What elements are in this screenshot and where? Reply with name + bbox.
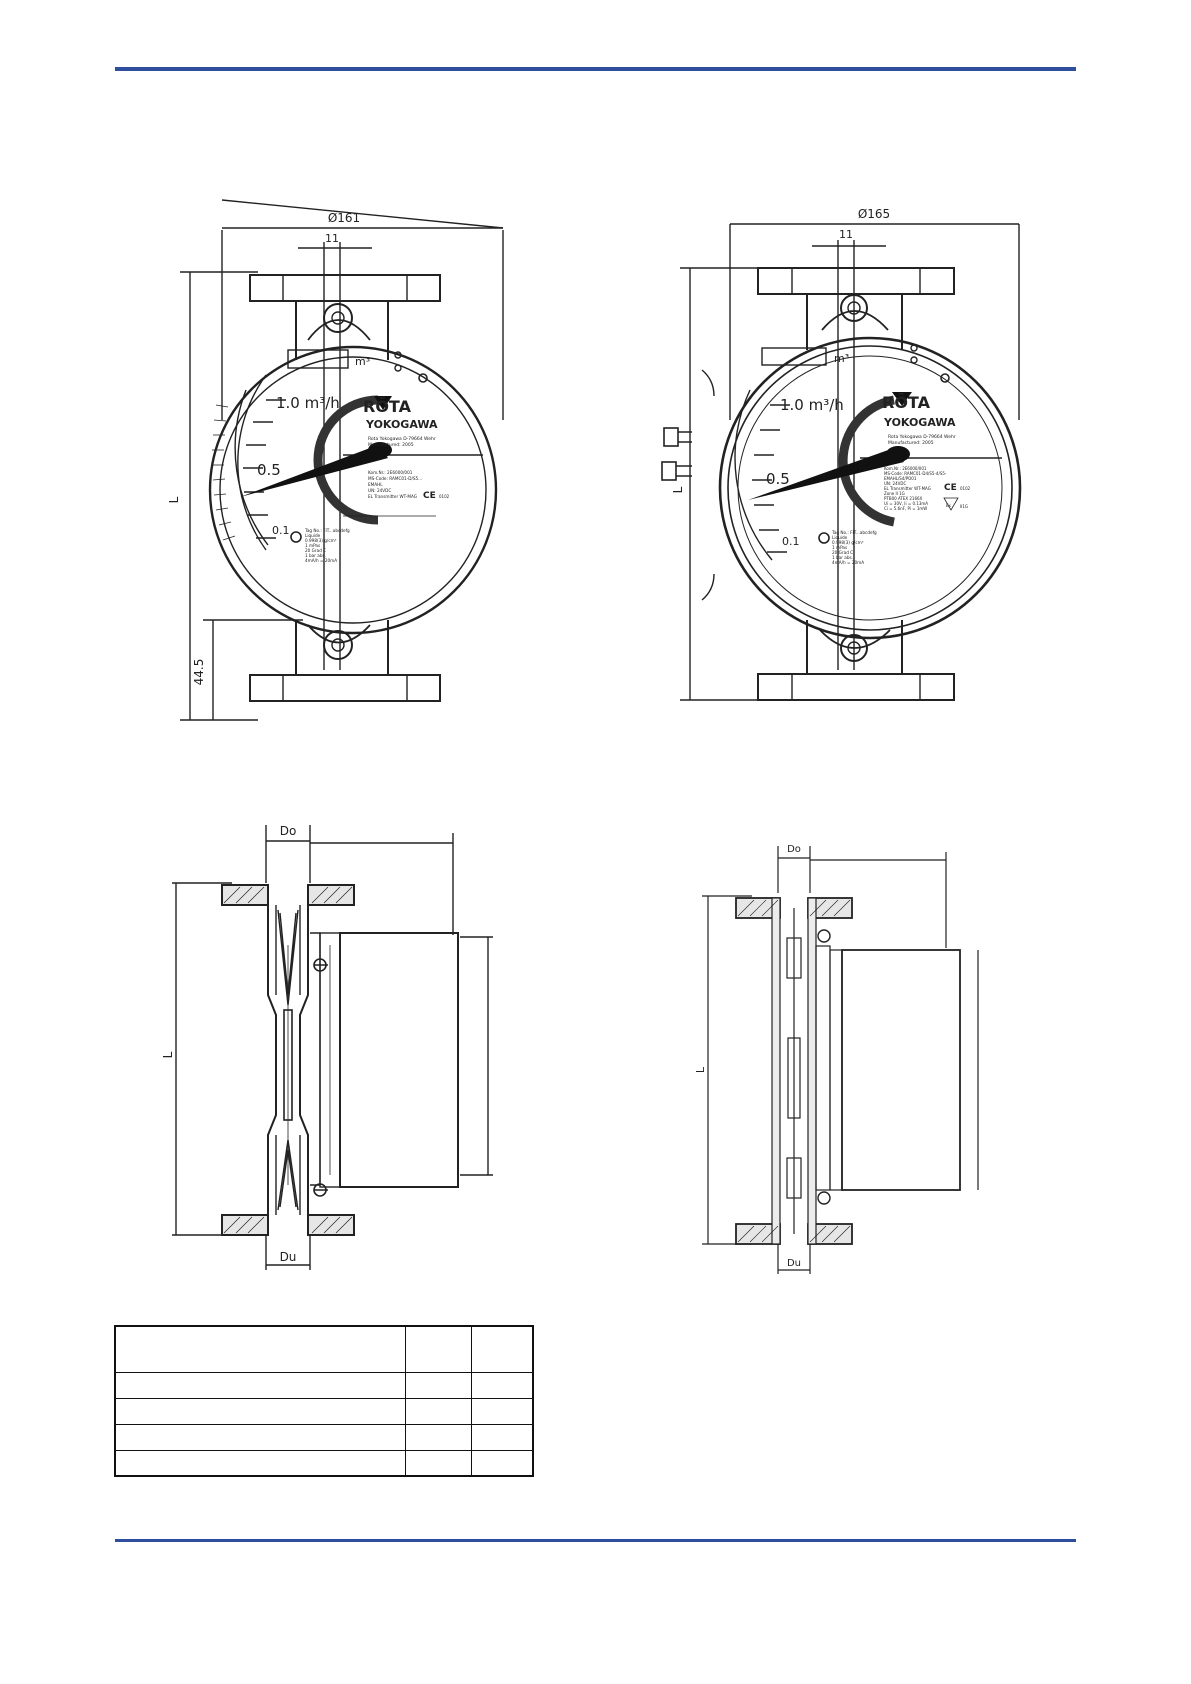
address-label: Rota Yokogawa D-79664 Wehr — [368, 437, 436, 442]
svg-text:1 bar abs.: 1 bar abs. — [832, 555, 854, 560]
svg-text:Zone II 1G: Zone II 1G — [884, 491, 905, 496]
notified-body-label: 0102 — [960, 486, 971, 491]
table-cell — [406, 1398, 472, 1424]
svg-text:PTB00 ATEX 2166X: PTB00 ATEX 2166X — [884, 496, 923, 501]
svg-text:Tag No.: FIT...abcdefg: Tag No.: FIT...abcdefg — [832, 530, 877, 535]
unit-display-label: m³ — [355, 355, 371, 368]
offset-width-label: 11 — [325, 232, 339, 245]
length-label: L — [167, 496, 181, 504]
top-dim-label: Do — [279, 824, 297, 838]
outer-diameter-label: Ø165 — [857, 207, 891, 221]
table-cell — [115, 1424, 406, 1450]
section-view-right-drawing — [694, 838, 1008, 1278]
top-dim-label: Do — [787, 844, 801, 855]
scale-unit-label: 1.0 m³/h — [276, 394, 340, 412]
table-cell — [406, 1450, 472, 1476]
unit-display-label: m³ — [834, 352, 850, 365]
svg-text:EMAHL/S4/PO01: EMAHL/S4/PO01 — [884, 476, 917, 481]
svg-text:Kom.Nr.: 2E6000/001: Kom.Nr.: 2E6000/001 — [884, 466, 927, 471]
tag-block — [304, 528, 350, 563]
table-row — [115, 1424, 533, 1450]
table-cell — [471, 1450, 533, 1476]
scale-mid-label: 0.5 — [766, 470, 790, 488]
svg-text:Ci = 5.6nF, Pi = 1mW: Ci = 5.6nF, Pi = 1mW — [884, 506, 928, 511]
table-row — [115, 1450, 533, 1476]
table-cell — [406, 1372, 472, 1398]
svg-text:4mA/h = 20mA: 4mA/h = 20mA — [305, 558, 338, 563]
outer-diameter-label: Ø161 — [327, 211, 361, 225]
svg-text:Liquide: Liquide — [305, 533, 321, 538]
svg-text:0.998(3) g/cm³: 0.998(3) g/cm³ — [305, 538, 337, 543]
table-cell — [471, 1326, 533, 1372]
table-cell — [471, 1372, 533, 1398]
length-label: L — [161, 1051, 175, 1059]
brand-label: RŌTA — [882, 393, 930, 412]
svg-text:Liquide: Liquide — [832, 535, 848, 540]
table-row — [115, 1398, 533, 1424]
footer-rule — [115, 1539, 1076, 1542]
table-cell — [406, 1424, 472, 1450]
spec-table — [114, 1325, 534, 1477]
table-row — [115, 1372, 533, 1398]
table-header-row — [115, 1326, 533, 1372]
table-cell — [471, 1424, 533, 1450]
bottom-dim-label: Du — [786, 1258, 802, 1269]
table-cell — [471, 1398, 533, 1424]
svg-text:20 Grad C: 20 Grad C — [305, 548, 327, 553]
table-cell — [115, 1326, 406, 1372]
manufacturer-label: YOKOGAWA — [366, 418, 438, 431]
svg-text:1 mPas: 1 mPas — [305, 543, 321, 548]
svg-text:UN: 24VDC: UN: 24VDC — [884, 481, 907, 486]
svg-text:1 bar abs.: 1 bar abs. — [305, 553, 327, 558]
scale-low-label: 0.1 — [272, 524, 290, 537]
svg-text:Ui = 30V, Ii = 0.13mA: Ui = 30V, Ii = 0.13mA — [884, 501, 929, 506]
table-cell — [115, 1398, 406, 1424]
manufacturer-label: YOKOGAWA — [884, 416, 956, 429]
scale-unit-label: 1.0 m³/h — [780, 396, 844, 414]
manufactured-label: Manufactured: 2005 — [888, 441, 934, 446]
manufactured-label: Manufactured: 2005 — [368, 443, 414, 448]
ce-mark: CE — [944, 483, 957, 493]
svg-text:Tag No.: FIT...abcdefg: Tag No.: FIT...abcdefg — [305, 528, 350, 533]
svg-text:MS-Code: RAMC01-D/S5...: MS-Code: RAMC01-D/S5... — [368, 476, 423, 481]
table-cell — [115, 1372, 406, 1398]
svg-text:Kom.Nr.: 2E6000/001: Kom.Nr.: 2E6000/001 — [368, 470, 413, 475]
ce-mark: CE — [423, 491, 436, 501]
length-label: L — [671, 486, 685, 494]
scale-mid-label: 0.5 — [257, 461, 281, 479]
section-view-left-drawing — [161, 815, 508, 1275]
table-cell — [115, 1450, 406, 1476]
ex-class-label: II1G — [960, 504, 969, 509]
address-label: Rota Yokogawa D-79664 Wehr — [888, 435, 956, 440]
ex-mark-label: Ex — [946, 503, 951, 508]
center-height-label: 44.5 — [192, 658, 206, 686]
brand-label: RŌTA — [363, 397, 411, 416]
front-view-left-drawing — [148, 200, 548, 730]
scale-low-label: 0.1 — [782, 535, 800, 548]
notified-body-label: 0102 — [439, 494, 450, 499]
svg-text:EL Transmitter WT-MAG: EL Transmitter WT-MAG — [884, 486, 931, 491]
bottom-dim-label: Du — [279, 1250, 297, 1264]
length-label: L — [694, 1066, 707, 1074]
svg-text:EMAHL: EMAHL — [368, 482, 383, 487]
svg-text:0.998(3) g/cm³: 0.998(3) g/cm³ — [832, 540, 864, 545]
offset-width-label: 11 — [839, 228, 853, 241]
svg-text:MS-Code: RAMC01-D4/S5-4/S5-: MS-Code: RAMC01-D4/S5-4/S5- — [884, 471, 947, 476]
svg-text:UN: 24VDC: UN: 24VDC — [368, 488, 392, 493]
svg-text:1 mPas: 1 mPas — [832, 545, 848, 550]
nameplate-block — [368, 470, 422, 499]
nameplate-block — [884, 466, 947, 511]
svg-text:20 Grad C: 20 Grad C — [832, 550, 854, 555]
svg-text:4mA/h = 20mA: 4mA/h = 20mA — [832, 560, 865, 565]
front-view-right-drawing — [662, 200, 1062, 730]
header-rule — [115, 67, 1076, 71]
svg-text:EL Transmitter WT-MAG: EL Transmitter WT-MAG — [368, 494, 418, 499]
table-cell — [406, 1326, 472, 1372]
